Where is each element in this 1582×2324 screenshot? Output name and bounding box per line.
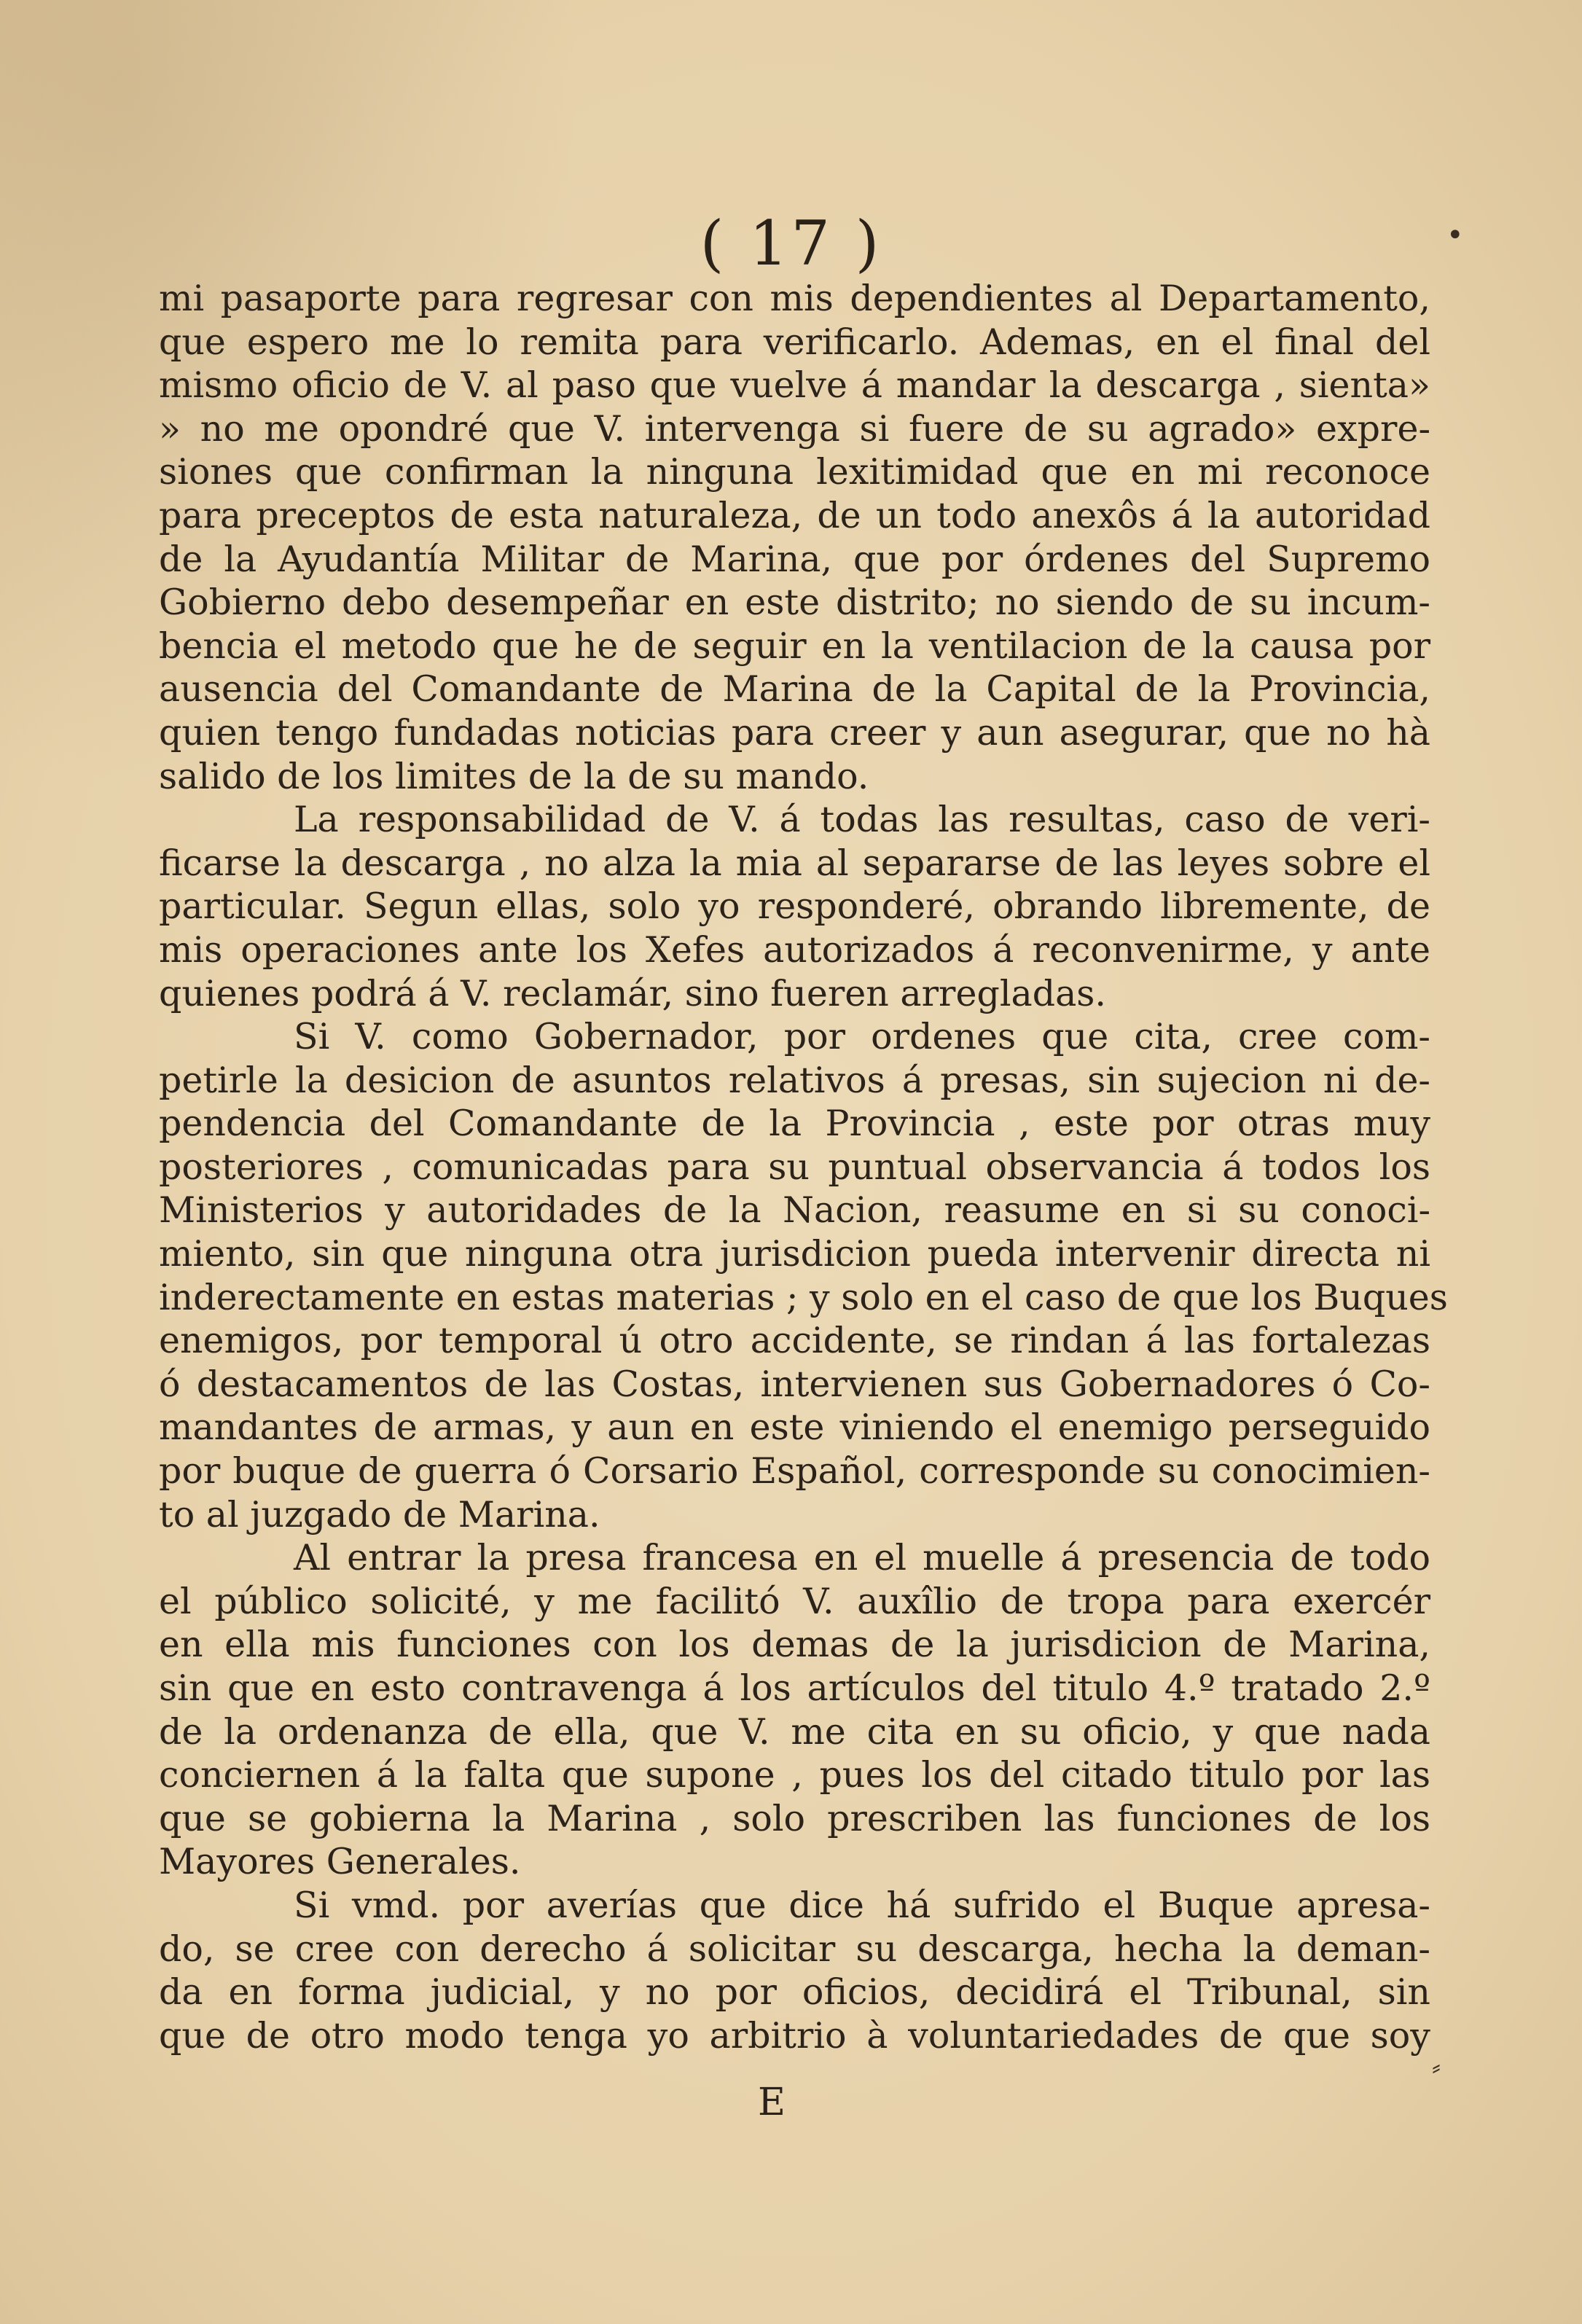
text-line: quienes podrá á V. reclamár, sino fueren arregladas. bbox=[159, 972, 1107, 1014]
text-line: mi pasaporte para regresar con mis dependientes al Departamento, bbox=[159, 278, 1430, 319]
text-line: Ministerios y autoridades de la Nacion, reasume en si su conoci- bbox=[159, 1189, 1430, 1232]
text-line: para preceptos de esta naturaleza, de un todo anexôs á la autoridad bbox=[159, 494, 1430, 536]
text-line: el público solicité, y me facilitó V. auxîlio de tropa para exercér bbox=[159, 1580, 1430, 1622]
text-line: » no me opondré que V. intervenga si fuere de su agrado» expre- bbox=[159, 407, 1430, 450]
paragraph-start-line: La responsabilidad de V. á todas las resultas, caso de veri- bbox=[294, 799, 1430, 841]
paragraph-start-line: Si V. como Gobernador, por ordenes que cita, cree com- bbox=[294, 1016, 1430, 1058]
text-line: inderectamente en estas materias ; y solo en el caso de que los Buques bbox=[159, 1276, 1448, 1318]
text-line: que espero me lo remita para verificarlo. Ademas, en el final del bbox=[159, 321, 1430, 363]
text-line: ausencia del Comandante de Marina de la Capital de la Provincia, bbox=[159, 668, 1430, 711]
text-line: siones que confirman la ninguna lexitimidad que en mi reconoce bbox=[159, 451, 1430, 493]
text-line: salido de los limites de la de su mando. bbox=[159, 755, 869, 797]
catchword: E bbox=[758, 2081, 786, 2124]
text-line: particular. Segun ellas, solo yo responderé, obrando libremente, de bbox=[159, 885, 1430, 928]
corner-mark: • bbox=[1446, 219, 1464, 252]
text-line: quien tengo fundadas noticias para creer y aun asegurar, que no hà bbox=[159, 711, 1430, 754]
text-line: ficarse la descarga , no alza la mia al separarse de las leyes sobre el bbox=[159, 842, 1430, 884]
text-line: mandantes de armas, y aun en este viniendo el enemigo perseguido bbox=[159, 1406, 1430, 1449]
text-line: posteriores , comunicadas para su puntual observancia á todos los bbox=[159, 1146, 1430, 1188]
end-mark: ⸗ bbox=[1432, 2052, 1441, 2082]
text-line: que de otro modo tenga yo arbitrio à voluntariedades de que soy bbox=[159, 2014, 1430, 2057]
text-line: mismo oficio de V. al paso que vuelve á mandar la descarga , sienta» bbox=[159, 364, 1430, 407]
text-line: sin que en esto contravenga á los artículos del titulo 4.º tratado 2.º bbox=[159, 1667, 1430, 1709]
text-line: en ella mis funciones con los demas de la jurisdicion de Marina, bbox=[159, 1624, 1430, 1666]
text-line: conciernen á la falta que supone , pues los del citado titulo por las bbox=[159, 1754, 1430, 1796]
text-line: que se gobierna la Marina , solo prescriben las funciones de los bbox=[159, 1797, 1430, 1839]
text-line: petirle la desicion de asuntos relativos á presas, sin sujecion ni de- bbox=[159, 1059, 1430, 1101]
text-line: pendencia del Comandante de la Provincia , este por otras muy bbox=[159, 1103, 1430, 1145]
text-line: to al juzgado de Marina. bbox=[159, 1493, 600, 1535]
text-line: mis operaciones ante los Xefes autorizados á reconvenirme, y ante bbox=[159, 928, 1430, 971]
text-line: Gobierno debo desempeñar en este distrito; no siendo de su incum- bbox=[159, 582, 1430, 624]
paragraph-start-line: Si vmd. por averías que dice há sufrido el Buque apresa- bbox=[294, 1884, 1430, 1926]
text-line: ó destacamentos de las Costas, intervienen sus Gobernadores ó Co- bbox=[159, 1363, 1430, 1405]
text-line: bencia el metodo que he de seguir en la ventilacion de la causa por bbox=[159, 625, 1430, 667]
text-line: do, se cree con derecho á solicitar su descarga, hecha la deman- bbox=[159, 1928, 1430, 1970]
page-number: ( 17 ) bbox=[700, 208, 882, 279]
text-line: por buque de guerra ó Corsario Español, corresponde su conocimien- bbox=[159, 1450, 1430, 1492]
text-line: miento, sin que ninguna otra jurisdicion pueda intervenir directa ni bbox=[159, 1233, 1430, 1275]
text-line: Mayores Generales. bbox=[159, 1841, 521, 1883]
body-text bbox=[159, 277, 1448, 2057]
text-line: de la Ayudantía Militar de Marina, que por órdenes del Supremo bbox=[159, 538, 1430, 580]
text-line: enemigos, por temporal ú otro accidente, se rindan á las fortalezas bbox=[159, 1320, 1430, 1362]
text-line: da en forma judicial, y no por oficios, decidirá el Tribunal, sin bbox=[159, 1971, 1430, 2014]
text-line: de la ordenanza de ella, que V. me cita en su oficio, y que nada bbox=[159, 1710, 1430, 1753]
paragraph-start-line: Al entrar la presa francesa en el muelle á presencia de todo bbox=[294, 1537, 1430, 1579]
